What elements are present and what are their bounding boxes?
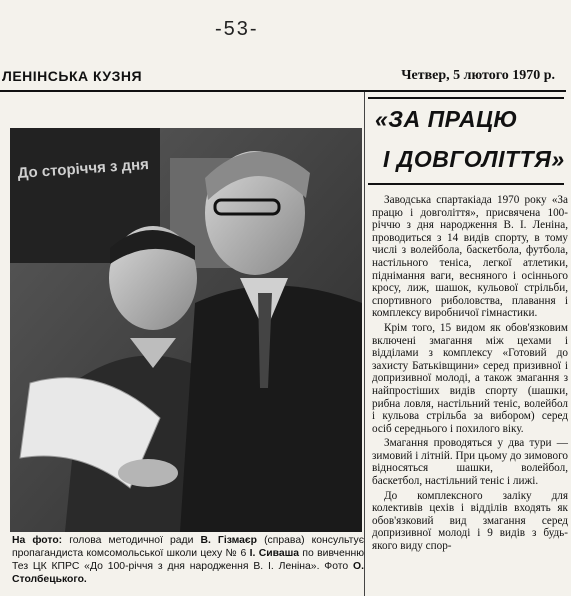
masthead-rule xyxy=(0,90,566,92)
caption-name-2: І. Сиваша xyxy=(249,548,300,559)
column-divider xyxy=(364,92,365,596)
photo-illustration xyxy=(10,128,362,532)
page-number: -53- xyxy=(215,18,259,40)
caption-text-2: (справа) консультує пропагандиста комсомольської школи цеху № 6 xyxy=(12,535,364,559)
masthead xyxy=(0,68,571,90)
caption-author: О. Столбецького. xyxy=(12,561,364,585)
caption-text-1: голова методичної ради xyxy=(62,535,201,546)
article-body xyxy=(372,194,568,555)
article-paragraph: До комплексного заліку для колективів цехів і відділів входять як обов'язковий вид змагання серед допризивної молоді і 9 видів з будь-якого виду спор- xyxy=(372,489,568,553)
photo-caption xyxy=(12,534,364,586)
caption-text-3: по вивченню Тез ЦК КПРС «До 100-річчя з дня народження В. І. Леніна». Фото xyxy=(12,548,364,572)
article-paragraph: Крім того, 15 видом як обов'язковим включені змагання між цехами і відділами з комплексу «Готовий до захисту Батьківщини» серед призивної і допризивної молоді, а також змагання з найпростіших видів спорту (шашки, рибна ловля, настільний теніс, волейбол і кульова стрільба за вибором) серед осіб середнього і похилого віку. xyxy=(372,321,568,435)
newspaper-name: ЛЕНІНСЬКА КУЗНЯ xyxy=(2,68,143,84)
issue-date: Четвер, 5 лютого 1970 р. xyxy=(401,68,555,83)
caption-label: На фото: xyxy=(12,535,63,546)
article-paragraph: Змагання проводяться у два тури — зимовий і літній. При цьому до зимового відносяться шашки, волейбол, баскетбол, настільний теніс і лижі. xyxy=(372,437,568,488)
headline-line-2: І ДОВГОЛІТТЯ» xyxy=(383,146,565,172)
photo xyxy=(10,128,362,532)
article-paragraph: Заводська спартакіада 1970 року «За працю і довголіття», присвячена 100-річчю з дня народження В. І. Леніна, проводиться з 14 видів спорту, в тому числі з волейбола, баскетбола, футбола, настільного теніса, легкої атлетики, піднімання ваги, весняного і осіннього кросу, лиж, шашок, кульової стрільби, спортивного риболовства, плавання і комплексу виробничої гімнастики. xyxy=(372,194,568,320)
banner-text: До сторіччя з дня xyxy=(17,155,150,182)
headline xyxy=(375,99,565,179)
caption-name-1: В. Гізмаєр xyxy=(200,535,258,546)
headline-line-1: «ЗА ПРАЦЮ xyxy=(375,106,518,132)
